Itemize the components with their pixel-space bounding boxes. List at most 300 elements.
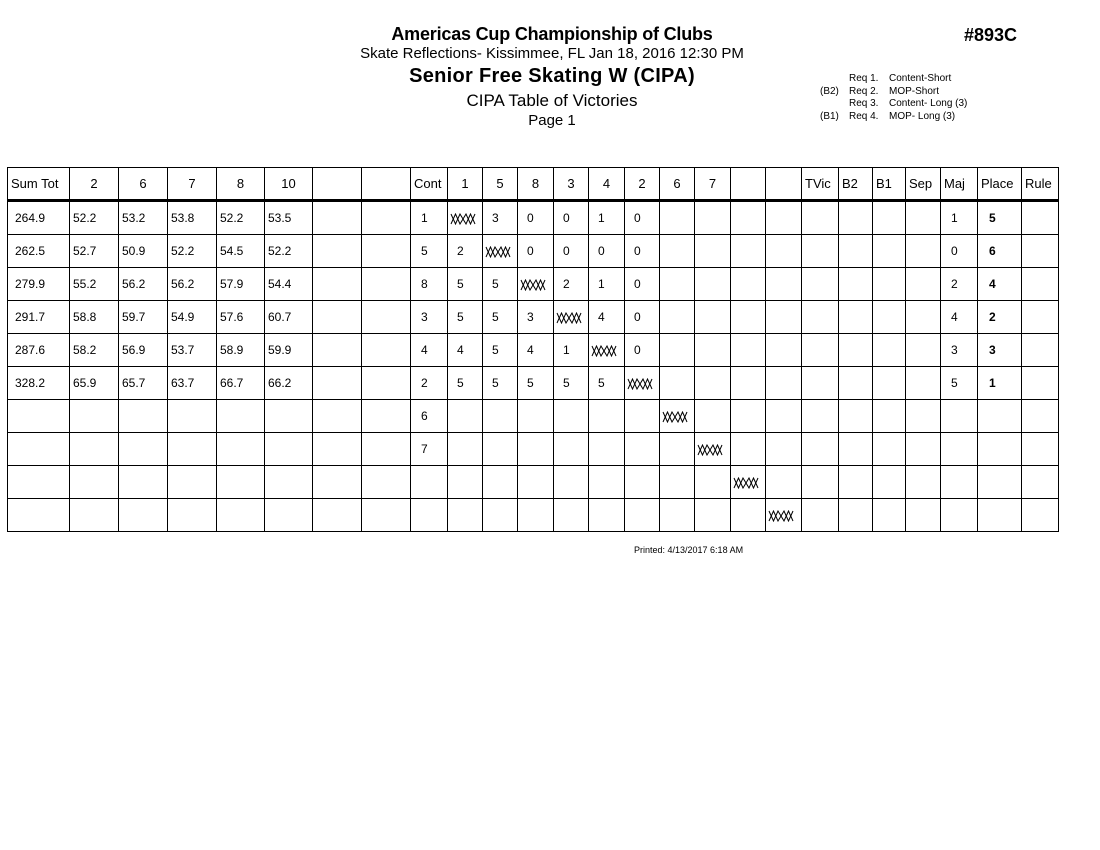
table-cell: 264.9 [8,201,70,235]
table-cell [731,433,766,466]
table-cell [483,466,518,499]
table-cell: 3 [411,301,448,334]
table-cell [802,201,839,235]
place-cell: 6 [978,235,1022,268]
column-header: B1 [873,168,906,201]
table-cell: 66.7 [217,367,265,400]
table-cell [362,367,411,400]
table-cell [8,466,70,499]
table-cell: 5 [483,334,518,367]
table-cell: 5 [554,367,589,400]
column-header [731,168,766,201]
table-cell: 1 [554,334,589,367]
table-cell: 291.7 [8,301,70,334]
place-cell [978,499,1022,532]
table-cell [731,499,766,532]
table-cell: 54.4 [265,268,313,301]
place-cell: 4 [978,268,1022,301]
requirement-badge: (B1) [820,110,839,122]
table-row [8,367,1059,400]
table-cell: 5 [589,367,625,400]
column-header: 7 [168,168,217,201]
requirement-number: Req 2. [849,85,879,97]
table-cell: 0 [941,235,978,268]
table-cell: 1 [411,201,448,235]
table-cell [839,268,873,301]
table-cell: 66.2 [265,367,313,400]
requirement-row [820,86,967,99]
table-cell [695,466,731,499]
column-header: 2 [70,168,119,201]
table-cell [362,201,411,235]
diagonal-cross-mark-icon [450,213,476,225]
table-cell [1022,466,1059,499]
table-cell [906,201,941,235]
table-cell [941,466,978,499]
diagonal-cross-mark-icon [627,378,653,390]
table-cell [660,433,695,466]
table-cell [217,400,265,433]
table-cell [362,433,411,466]
table-cell: 7 [411,433,448,466]
table-cell [731,268,766,301]
table-cell: 53.5 [265,201,313,235]
diagonal-cross-mark-icon [733,477,759,489]
table-cell [839,201,873,235]
column-header: 5 [483,168,518,201]
table-cell [839,367,873,400]
table-cell [906,466,941,499]
table-cell [265,466,313,499]
table-cell [766,334,802,367]
column-header: Maj [941,168,978,201]
table-cell: 53.8 [168,201,217,235]
table-cell [8,400,70,433]
table-cell [839,499,873,532]
table-cell [313,499,362,532]
column-header [766,168,802,201]
page-number: Page 1 [528,112,576,129]
table-cell [660,268,695,301]
table-title: CIPA Table of Victories [466,91,638,110]
table-cell [313,235,362,268]
table-cell [217,499,265,532]
table-cell [168,400,217,433]
table-cell [1022,334,1059,367]
table-cell [802,466,839,499]
table-cell: 5 [483,268,518,301]
table-cell: 262.5 [8,235,70,268]
table-cell: 5 [448,268,483,301]
table-cell [554,433,589,466]
table-cell: 1 [941,201,978,235]
table-cell [1022,433,1059,466]
table-cell: 52.7 [70,235,119,268]
table-cell: 54.5 [217,235,265,268]
table-cell: 4 [589,301,625,334]
table-cell: 0 [518,235,554,268]
table-cell [906,268,941,301]
table-cell [660,499,695,532]
table-cell [906,433,941,466]
table-cell [660,466,695,499]
table-cell [1022,400,1059,433]
table-cell [362,301,411,334]
table-cell [802,433,839,466]
table-cell: 58.8 [70,301,119,334]
table-cell [731,235,766,268]
table-cell [906,235,941,268]
table-cell: 328.2 [8,367,70,400]
table-cell [839,466,873,499]
requirement-row [820,98,967,111]
table-cell [518,466,554,499]
self-comparison-cell [589,334,625,367]
table-cell [313,301,362,334]
requirement-row [820,73,967,86]
column-header: 4 [589,168,625,201]
table-cell [731,400,766,433]
table-row [8,334,1059,367]
table-cell [660,235,695,268]
venue-date: Skate Reflections- Kissimmee, FL Jan 18, 2016 12:30 PM [360,45,744,62]
table-cell [70,466,119,499]
table-cell: 54.9 [168,301,217,334]
table-cell [695,201,731,235]
table-cell [695,334,731,367]
table-cell [1022,235,1059,268]
table-cell [554,466,589,499]
table-cell [554,400,589,433]
table-cell [1022,367,1059,400]
requirement-label: Content-Short [889,73,952,84]
table-cell [839,433,873,466]
table-cell [70,433,119,466]
table-cell [70,400,119,433]
diagonal-cross-mark-icon [768,510,794,522]
place-cell: 3 [978,334,1022,367]
table-cell [766,268,802,301]
diagonal-cross-mark-icon [556,312,582,324]
table-cell: 57.6 [217,301,265,334]
column-header: 2 [625,168,660,201]
table-cell: 5 [483,301,518,334]
table-cell [906,400,941,433]
table-cell [839,301,873,334]
table-cell [8,433,70,466]
table-cell [873,268,906,301]
table-cell [589,466,625,499]
requirement-badge: (B2) [820,85,839,97]
table-cell [313,367,362,400]
self-comparison-cell [731,466,766,499]
self-comparison-cell [766,499,802,532]
table-cell: 0 [625,235,660,268]
table-cell [518,400,554,433]
table-cell [119,466,168,499]
table-cell [1022,499,1059,532]
table-cell [313,268,362,301]
table-row [8,301,1059,334]
table-cell [1022,301,1059,334]
table-cell [362,235,411,268]
table-cell [766,367,802,400]
table-cell: 59.9 [265,334,313,367]
table-cell [695,301,731,334]
table-cell [362,499,411,532]
table-cell [313,400,362,433]
table-cell: 56.2 [119,268,168,301]
table-cell [731,334,766,367]
event-name: Senior Free Skating W (CIPA) [409,65,695,87]
table-cell: 2 [448,235,483,268]
diagonal-cross-mark-icon [520,279,546,291]
table-cell [70,499,119,532]
table-cell [483,499,518,532]
table-cell: 0 [554,235,589,268]
table-cell [448,466,483,499]
table-cell [802,334,839,367]
table-cell [589,433,625,466]
table-cell: 5 [448,301,483,334]
table-cell: 56.2 [168,268,217,301]
self-comparison-cell [518,268,554,301]
table-cell [119,499,168,532]
table-cell: 60.7 [265,301,313,334]
table-cell: 2 [941,268,978,301]
table-cell [168,499,217,532]
requirement-row [820,111,967,124]
table-cell [873,367,906,400]
table-cell: 279.9 [8,268,70,301]
place-cell [978,466,1022,499]
table-cell [695,235,731,268]
table-cell: 58.2 [70,334,119,367]
table-cell [554,499,589,532]
table-cell [483,400,518,433]
table-cell [941,400,978,433]
table-cell [873,400,906,433]
table-cell: 1 [589,201,625,235]
document-number: #893C [964,25,1018,45]
table-cell: 52.2 [217,201,265,235]
place-cell: 5 [978,201,1022,235]
table-cell: 1 [589,268,625,301]
table-cell: 63.7 [168,367,217,400]
table-cell [119,400,168,433]
table-cell [695,400,731,433]
table-header-row [8,168,1059,201]
place-cell [978,400,1022,433]
table-cell [265,400,313,433]
table-cell [625,433,660,466]
table-cell [802,499,839,532]
column-header: 3 [554,168,589,201]
column-header: Sum Tot [8,168,70,201]
column-header: B2 [839,168,873,201]
table-cell [448,400,483,433]
table-cell [313,466,362,499]
table-cell: 3 [483,201,518,235]
table-cell [873,235,906,268]
table-cell: 5 [483,367,518,400]
table-cell: 56.9 [119,334,168,367]
table-cell [217,466,265,499]
table-cell [873,433,906,466]
column-header: 7 [695,168,731,201]
table-cell [313,201,362,235]
table-cell [411,499,448,532]
table-cell: 52.2 [265,235,313,268]
column-header: 1 [448,168,483,201]
table-row [8,466,1059,499]
column-header: TVic [802,168,839,201]
table-cell [766,201,802,235]
table-cell [766,301,802,334]
table-cell [8,499,70,532]
table-cell [906,499,941,532]
table-cell: 0 [589,235,625,268]
table-cell [731,201,766,235]
table-cell [766,433,802,466]
table-cell: 5 [518,367,554,400]
table-cell [518,499,554,532]
table-row [8,201,1059,235]
table-cell [839,400,873,433]
table-cell: 287.6 [8,334,70,367]
victories-table [7,167,1059,532]
table-cell: 2 [554,268,589,301]
diagonal-cross-mark-icon [662,411,688,423]
table-row [8,499,1059,532]
table-cell: 3 [941,334,978,367]
column-header: Sep [906,168,941,201]
printed-timestamp: Printed: 4/13/2017 6:18 AM [634,545,744,555]
column-header: 8 [518,168,554,201]
table-cell [766,235,802,268]
requirement-label: MOP-Short [889,85,940,97]
table-cell: 5 [448,367,483,400]
self-comparison-cell [625,367,660,400]
table-cell [695,499,731,532]
table-cell [906,334,941,367]
diagonal-cross-mark-icon [697,444,723,456]
self-comparison-cell [554,301,589,334]
table-cell: 59.7 [119,301,168,334]
requirement-number: Req 4. [849,110,879,122]
table-cell [448,499,483,532]
table-cell [839,334,873,367]
table-cell: 8 [411,268,448,301]
column-header [313,168,362,201]
table-cell: 4 [518,334,554,367]
table-cell [731,367,766,400]
diagonal-cross-mark-icon [591,345,617,357]
self-comparison-cell [695,433,731,466]
table-cell [625,499,660,532]
table-cell: 53.2 [119,201,168,235]
table-cell [362,268,411,301]
table-cell: 5 [411,235,448,268]
place-cell [978,433,1022,466]
table-cell: 0 [518,201,554,235]
table-cell [731,301,766,334]
self-comparison-cell [483,235,518,268]
table-cell [660,201,695,235]
table-cell [362,466,411,499]
table-cell: 52.2 [70,201,119,235]
column-header: 6 [660,168,695,201]
table-cell [802,301,839,334]
table-cell [695,268,731,301]
table-cell [362,400,411,433]
table-cell [802,235,839,268]
table-cell [873,334,906,367]
table-cell [518,433,554,466]
requirement-badge [820,73,849,86]
table-cell [660,301,695,334]
requirement-number: Req 3. [849,98,879,109]
table-cell: 4 [411,334,448,367]
table-cell [625,400,660,433]
table-cell [168,433,217,466]
table-cell [839,235,873,268]
table-cell: 0 [625,201,660,235]
table-cell [217,433,265,466]
table-cell [265,499,313,532]
table-cell [1022,268,1059,301]
table-cell [625,466,660,499]
table-cell [1022,201,1059,235]
table-cell: 4 [448,334,483,367]
diagonal-cross-mark-icon [485,246,511,258]
table-cell: 3 [518,301,554,334]
table-cell: 0 [625,334,660,367]
table-cell [873,201,906,235]
requirement-label: Content- Long (3) [889,98,968,109]
table-cell: 50.9 [119,235,168,268]
table-cell: 4 [941,301,978,334]
table-cell [873,301,906,334]
table-cell [802,400,839,433]
table-cell [802,367,839,400]
table-cell: 57.9 [217,268,265,301]
column-header: 8 [217,168,265,201]
table-cell [313,334,362,367]
column-header [362,168,411,201]
table-row [8,400,1059,433]
table-cell: 55.2 [70,268,119,301]
requirement-badge [820,98,849,111]
column-header: Rule [1022,168,1059,201]
place-cell: 2 [978,301,1022,334]
column-header: Place [978,168,1022,201]
requirements-legend [820,73,967,123]
table-cell [766,466,802,499]
table-cell [766,400,802,433]
table-cell [802,268,839,301]
table-cell: 0 [625,301,660,334]
place-cell: 1 [978,367,1022,400]
table-row [8,235,1059,268]
table-cell: 0 [625,268,660,301]
table-cell [168,466,217,499]
requirement-number: Req 1. [849,73,879,84]
column-header: Cont [411,168,448,201]
table-cell: 53.7 [168,334,217,367]
table-row [8,268,1059,301]
table-cell [695,367,731,400]
